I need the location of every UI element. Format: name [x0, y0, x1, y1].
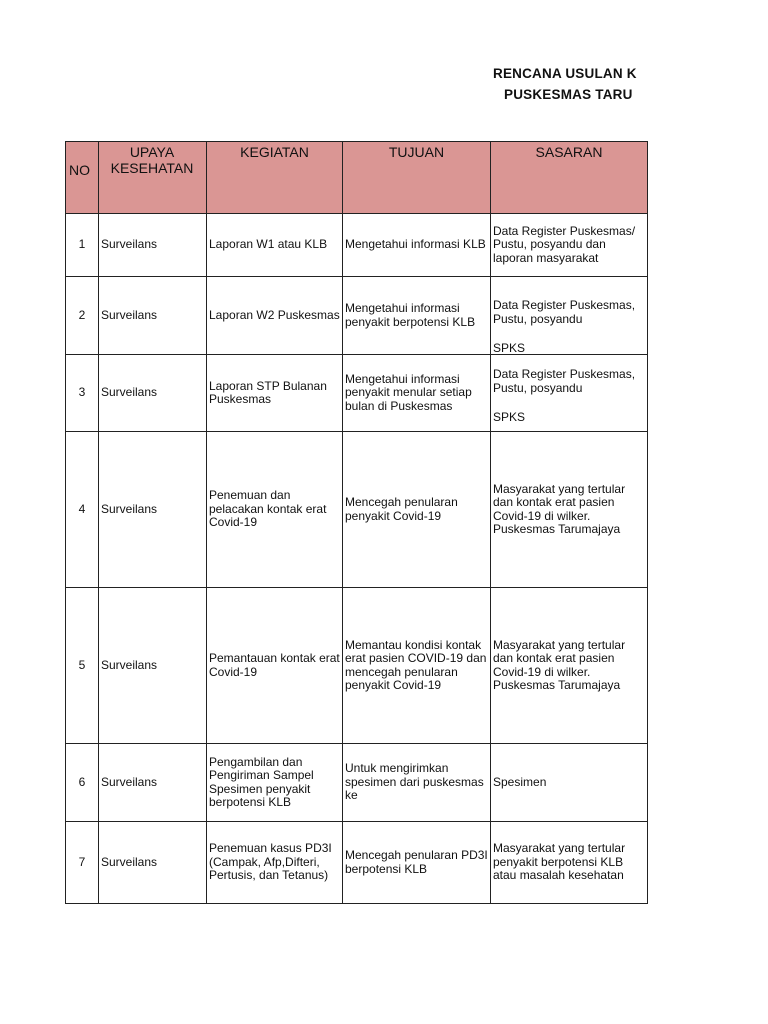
cell-kegiatan: [206, 431, 343, 588]
cell-kegiatan: [206, 276, 343, 355]
cell-upaya-text: Surveilans: [101, 307, 158, 322]
cell-tujuan: [342, 213, 491, 277]
cell-tujuan-text: Untuk mengirimkan spesimen dari puskesmas ke: [345, 761, 484, 803]
cell-sasaran: [490, 213, 648, 277]
header-tujuan-label: TUJUAN: [388, 144, 445, 160]
cell-kegiatan-text: Laporan W1 atau KLB: [209, 237, 328, 252]
header-upaya: [98, 141, 207, 214]
cell-kegiatan-text: Penemuan dan pelacakan kontak erat Covid-19: [209, 488, 327, 530]
cell-upaya: [98, 821, 207, 904]
cell-no-text: 4: [78, 501, 86, 516]
cell-sasaran-text: Masyarakat yang tertular penyakit berpotensi KLB atau masalah kesehatan: [493, 841, 626, 883]
cell-sasaran: [490, 276, 648, 355]
cell-no: [65, 354, 99, 432]
cell-upaya: [98, 354, 207, 432]
cell-kegiatan: [206, 821, 343, 904]
cell-upaya: [98, 213, 207, 277]
cell-upaya-text: Surveilans: [101, 657, 158, 672]
header-kegiatan: [206, 141, 343, 214]
cell-sasaran: [490, 821, 648, 904]
header-no-label: NO: [69, 162, 90, 178]
cell-sasaran-text: Masyarakat yang tertular dan kontak erat pasien Covid-19 di wilker. Puskesmas Tarumajaya: [493, 637, 626, 692]
cell-sasaran-text: Spesimen: [493, 774, 547, 789]
cell-tujuan: [342, 743, 491, 822]
cell-kegiatan: [206, 587, 343, 744]
header-no: [65, 141, 99, 214]
header-upaya-label: UPAYA KESEHATAN: [110, 144, 194, 176]
cell-upaya-text: Surveilans: [101, 501, 158, 516]
document-title-line1: RENCANA USULAN K: [493, 66, 637, 81]
cell-kegiatan: [206, 213, 343, 277]
cell-no-text: 1: [78, 237, 86, 252]
cell-tujuan: [342, 431, 491, 588]
cell-kegiatan-text: Pengambilan dan Pengiriman Sampel Spesimen penyakit berpotensi KLB: [209, 754, 314, 809]
cell-no-text: 5: [78, 657, 86, 672]
cell-no-text: 7: [78, 854, 86, 869]
cell-sasaran: [490, 354, 648, 432]
cell-tujuan-text: Mengetahui informasi KLB: [345, 237, 486, 252]
cell-sasaran-text: Data Register Puskesmas/ Pustu, posyandu dan laporan masyarakat: [493, 223, 636, 265]
cell-tujuan-text: Mengetahui informasi penyakit berpotensi KLB: [345, 301, 476, 329]
cell-no-text: 3: [78, 385, 86, 400]
cell-upaya: [98, 743, 207, 822]
cell-no-text: 6: [78, 774, 86, 789]
cell-tujuan: [342, 821, 491, 904]
cell-sasaran: [490, 431, 648, 588]
header-sasaran: [490, 141, 648, 214]
cell-sasaran-text: Data Register Puskesmas, Pustu, posyandu: [493, 367, 636, 395]
cell-upaya: [98, 276, 207, 355]
cell-upaya: [98, 587, 207, 744]
cell-sasaran-text: Data Register Puskesmas, Pustu, posyandu: [493, 298, 636, 326]
cell-sasaran-extra: SPKS: [493, 341, 526, 355]
document-title-line2: PUSKESMAS TARU: [504, 87, 633, 102]
header-tujuan: [342, 141, 491, 214]
cell-kegiatan: [206, 743, 343, 822]
cell-sasaran: [490, 587, 648, 744]
cell-no: [65, 743, 99, 822]
cell-kegiatan-text: Laporan STP Bulanan Puskesmas: [209, 378, 327, 406]
cell-no: [65, 276, 99, 355]
cell-tujuan-text: Mengetahui informasi penyakit menular setiap bulan di Puskesmas: [345, 371, 472, 413]
cell-upaya-text: Surveilans: [101, 385, 158, 400]
cell-tujuan-text: Mencegah penularan PD3I berpotensi KLB: [345, 848, 488, 876]
cell-kegiatan-text: Pemantauan kontak erat Covid-19: [209, 651, 340, 679]
cell-upaya-text: Surveilans: [101, 854, 158, 869]
cell-tujuan: [342, 587, 491, 744]
cell-no: [65, 821, 99, 904]
header-sasaran-label: SASARAN: [535, 144, 603, 160]
cell-kegiatan-text: Laporan W2 Puskesmas: [209, 307, 340, 322]
cell-sasaran-text: Masyarakat yang tertular dan kontak erat pasien Covid-19 di wilker. Puskesmas Tarumajaya: [493, 481, 626, 536]
cell-tujuan: [342, 354, 491, 432]
cell-kegiatan: [206, 354, 343, 432]
cell-no: [65, 587, 99, 744]
cell-tujuan-text: Mencegah penularan penyakit Covid-19: [345, 495, 458, 523]
cell-upaya-text: Surveilans: [101, 237, 158, 252]
cell-no-text: 2: [78, 307, 86, 322]
cell-tujuan-text: Memantau kondisi kontak erat pasien COVID-19 dan mencegah penularan penyakit Covid-19: [345, 637, 487, 692]
cell-no: [65, 431, 99, 588]
cell-sasaran-extra: SPKS: [493, 410, 526, 424]
cell-no: [65, 213, 99, 277]
cell-sasaran: [490, 743, 648, 822]
cell-upaya: [98, 431, 207, 588]
cell-upaya-text: Surveilans: [101, 774, 158, 789]
cell-kegiatan-text: Penemuan kasus PD3I (Campak, Afp,Difteri, Pertusis, dan Tetanus): [209, 841, 332, 883]
header-kegiatan-label: KEGIATAN: [240, 144, 309, 160]
cell-tujuan: [342, 276, 491, 355]
